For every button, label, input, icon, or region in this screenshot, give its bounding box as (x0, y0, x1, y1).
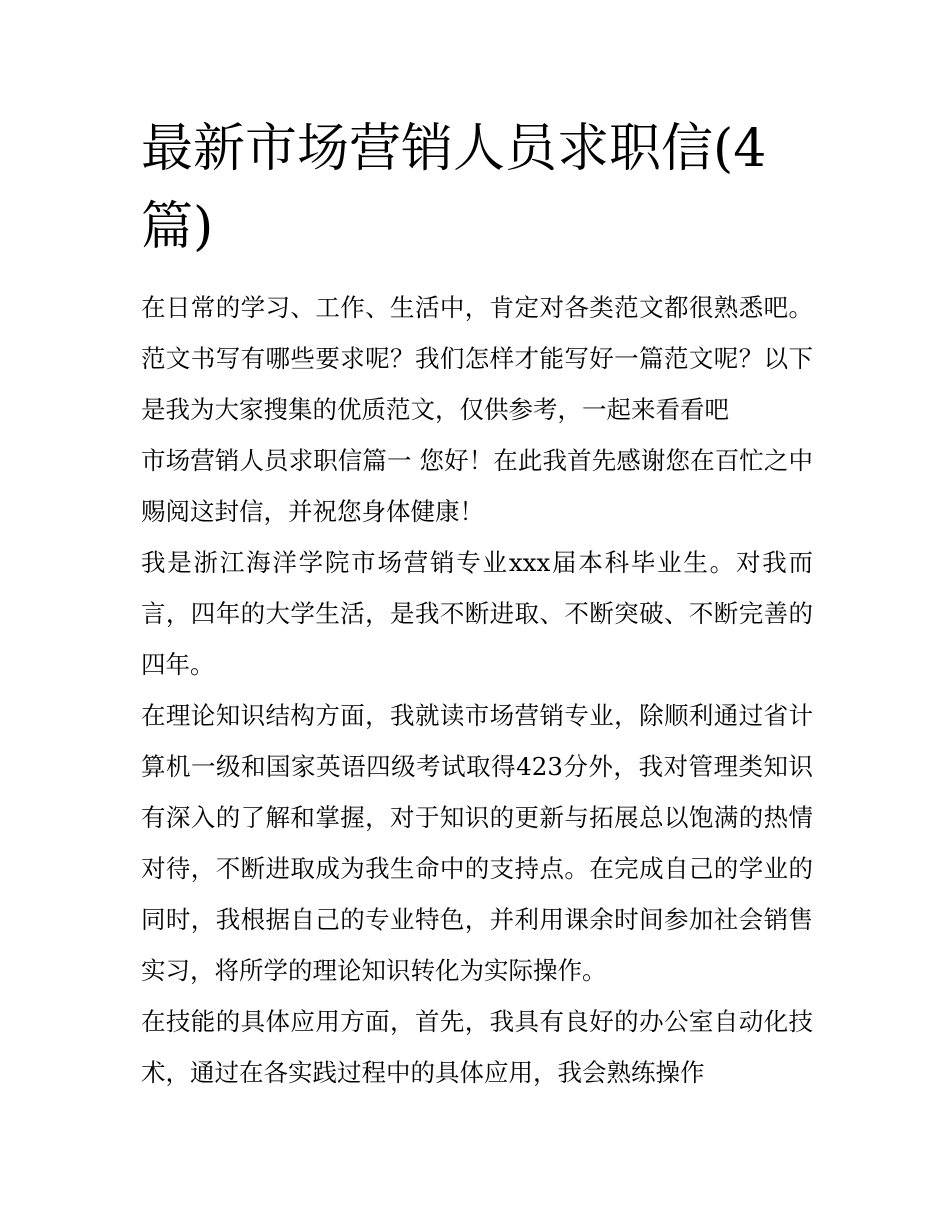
document-body (141, 282, 813, 1098)
paragraph-skills: 在技能的具体应用方面，首先，我具有良好的办公室自动化技术，通过在各实践过程中的具体应用，我会熟练操作 (141, 1007, 813, 1087)
paragraph-greeting: 市场营销人员求职信篇一 您好！在此我首先感谢您在百忙之中赐阅这封信，并祝您身体健康！ (141, 446, 813, 526)
paragraph-theory-knowledge: 在理论知识结构方面，我就读市场营销专业，除顺利通过省计算机一级和国家英语四级考试取得423分外，我对管理类知识有深入的了解和掌握，对于知识的更新与拓展总以饱满的热情对待，不断进取成为我生命中的支持点。在完成自己的学业的同时，我根据自己的专业特色，并利用课余时间参加社会销售实习，将所学的理论知识转化为实际操作。 (141, 701, 813, 985)
document-title: 最新市场营销人员求职信(4篇) (141, 119, 767, 257)
paragraph-self-introduction: 我是浙江海洋学院市场营销专业xxx届本科毕业生。对我而言，四年的大学生活，是我不断进取、不断突破、不断完善的四年。 (141, 548, 813, 679)
paragraph-intro: 在日常的学习、工作、生活中，肯定对各类范文都很熟悉吧。范文书写有哪些要求呢？我们怎样才能写好一篇范文呢？以下是我为大家搜集的优质范文，仅供参考，一起来看看吧 (141, 293, 813, 424)
